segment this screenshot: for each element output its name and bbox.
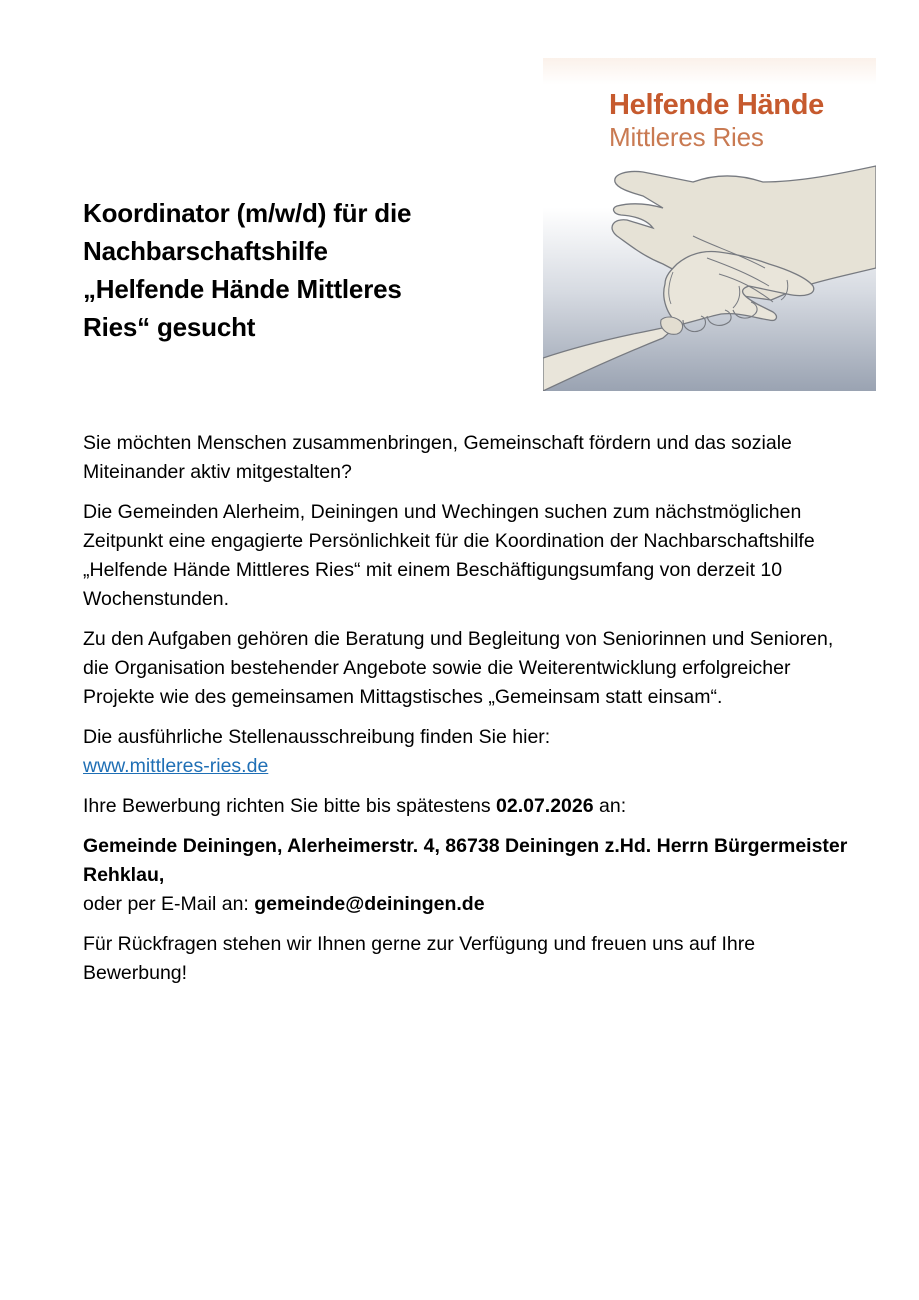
title-line-4: Ries“ gesucht bbox=[83, 312, 256, 342]
email-prefix: oder per E-Mail an: bbox=[83, 893, 249, 915]
title-line-3: „Helfende Hände Mittleres bbox=[83, 274, 402, 304]
deadline-paragraph bbox=[83, 792, 853, 821]
deadline-date: 02.07.2026 bbox=[496, 795, 594, 817]
contact-paragraph bbox=[83, 832, 853, 919]
logo-wordmark bbox=[609, 88, 869, 152]
title-line-2: Nachbarschaftshilfe bbox=[83, 236, 328, 266]
logo-line-1: Helfende Hände bbox=[609, 89, 824, 121]
logo-line-2: Mittleres Ries bbox=[609, 122, 764, 152]
job-posting-text: Die ausführliche Stellenausschreibung finden Sie hier: bbox=[83, 726, 551, 748]
municipalities-paragraph: Die Gemeinden Alerheim, Deiningen und Wechingen suchen zum nächstmöglichen Zeitpunkt eine engagierte Persönlichkeit für die Koordination der Nachbarschaftshilfe „Helfende Hände Mittleres Ries“ mit einem Beschäftigungsumfang von derzeit 10 Wochenstunden. bbox=[83, 501, 815, 610]
postal-address: Gemeinde Deiningen, Alerheimerstr. 4, 86738 Deiningen z.Hd. Herrn Bürgermeister Rehklau, bbox=[83, 835, 848, 886]
title-line-1: Koordinator (m/w/d) für die bbox=[83, 198, 412, 228]
contact-email: gemeinde@deiningen.de bbox=[254, 893, 485, 915]
job-posting-paragraph bbox=[83, 723, 853, 781]
website-link[interactable]: www.mittleres-ries.de bbox=[83, 755, 269, 777]
deadline-suffix: an: bbox=[599, 795, 627, 817]
page-title bbox=[83, 194, 523, 346]
tasks-paragraph: Zu den Aufgaben gehören die Beratung und Begleitung von Seniorinnen und Senioren, die Organisation bestehender Angebote sowie die Weiterentwicklung erfolgreicher Projekte wie des gemeinsamen Mittagstisches „Gemeinsam statt einsam“. bbox=[83, 628, 834, 708]
closing-paragraph: Für Rückfragen stehen wir Ihnen gerne zur Verfügung und freuen uns auf Ihre Bewerbung! bbox=[83, 933, 756, 984]
helping-hands-logo bbox=[543, 58, 876, 391]
deadline-text: Ihre Bewerbung richten Sie bitte bis spätestens bbox=[83, 795, 491, 817]
intro-paragraph: Sie möchten Menschen zusammenbringen, Gemeinschaft fördern und das soziale Miteinander aktiv mitgestalten? bbox=[83, 432, 792, 483]
body-text bbox=[83, 429, 853, 999]
